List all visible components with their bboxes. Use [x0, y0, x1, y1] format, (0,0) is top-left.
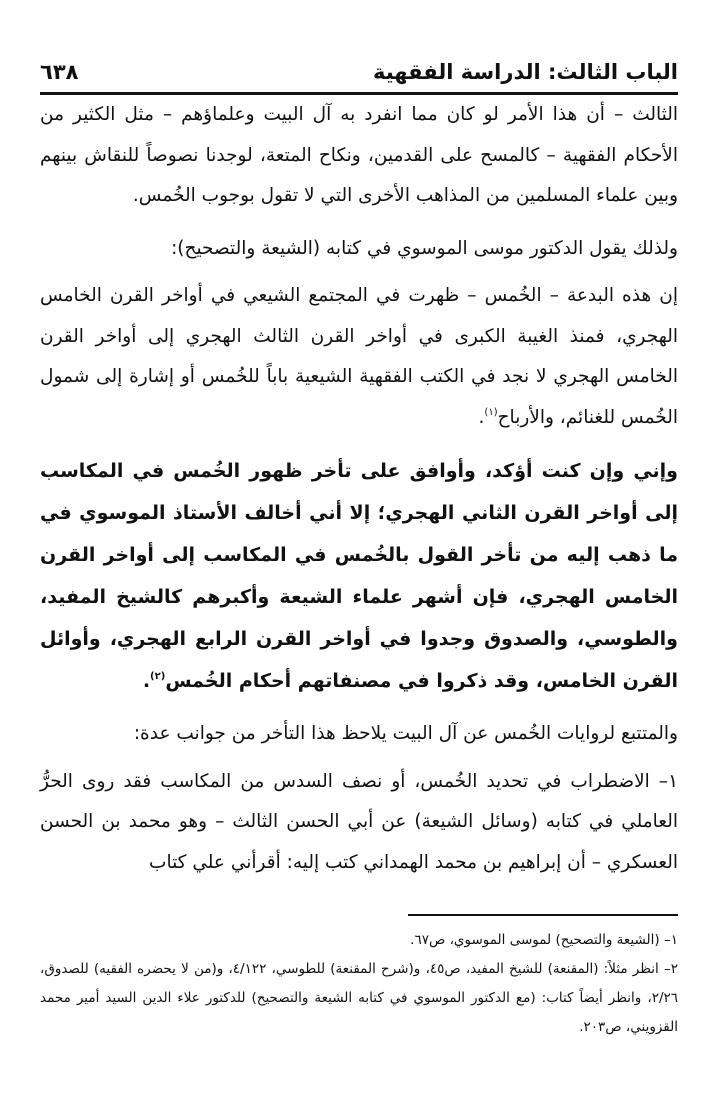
- running-header: [40, 52, 678, 95]
- quote-end: .: [478, 406, 485, 428]
- book-page: [40, 0, 678, 1097]
- paragraph-author-opinion: [40, 450, 678, 702]
- page-number: ٦٣٨: [40, 60, 79, 84]
- paragraph-quote: [40, 276, 678, 438]
- paragraph-quote-intro: ولذلك يقول الدكتور موسى الموسوي في كتابه (الشيعة والتصحيح):: [171, 237, 678, 259]
- footnotes: [40, 926, 678, 1042]
- opinion-text: وإني وإن كنت أؤكد، وأوافق على تأخر ظهور الخُمس في المكاسب إلى أواخر القرن الثاني الهجري؛ إلا أني أخالف الأستاذ الموسوي في ما ذهب إليه من تأخر القول بالخُمس في المكاسب إلى أواخر القرن الخامس الهجري، فإن أشهر علماء الشيعة وأكبرهم كالشيخ المفيد، والطوسي، والصدوق وجدوا في أواخر القرن الرابع الهجري، وأوائل القرن الخامس، وقد ذكروا في مصنفاتهم أحكام الخُمس: [40, 460, 678, 692]
- main-text: [40, 95, 678, 883]
- chapter-title: الباب الثالث: الدراسة الفقهية: [372, 60, 678, 84]
- footnote-2: ٢– انظر مثلاً: (المقنعة) للشيخ المفيد، ص٤٥، و(شرح المقنعة) للطوسي، ٤/١٢٢، و(من لا يحضره الفقيه) للصدوق، ٢/٢٦، وانظر أيضاً كتاب: (مع الدكتور الموسوي في كتابه الشيعة والتصحيح) للدكتور علاء الدين السيد أمير محمد القزويني، ص٢٠٣.: [40, 961, 678, 1035]
- paragraph-point-one: ١– الاضطراب في تحديد الخُمس، أو نصف السدس من المكاسب فقد روى الحرُّ العاملي في كتابه (وسائل الشيعة) عن أبي الحسن الثالث – وهو محمد بن الحسن العسكري – أن إبراهيم بن محمد الهمداني كتب إليه: أقرأني علي كتاب: [40, 770, 678, 873]
- quote-text: إن هذه البدعة – الخُمس – ظهرت في المجتمع الشيعي في أواخر القرن الخامس الهجري، فمنذ الغيبة الكبرى في أواخر القرن الثالث الهجري إلى أواخر القرن الخامس الهجري لا نجد في الكتب الفقهية الشيعية باباً للخُمس أو إشارة إلى شمول الخُمس للغنائم، والأرباح: [40, 285, 678, 428]
- footnote-ref-1: (١): [484, 406, 498, 418]
- footnote-ref-2: (٢): [150, 671, 166, 682]
- footnote-divider: [408, 914, 678, 916]
- paragraph-third-point: الثالث – أن هذا الأمر لو كان مما انفرد به آل البيت وعلماؤهم – مثل الكثير من الأحكام الفقهية – كالمسح على القدمين، ونكاح المتعة، لوجدنا نصوصاً للنقاش بينهم وبين علماء المسلمين من المذاهب الأخرى التي لا تقول بوجوب الخُمس.: [40, 104, 678, 206]
- footnote-1: ١– (الشيعة والتصحيح) لموسى الموسوي، ص٦٧.: [410, 932, 678, 948]
- opinion-end: .: [142, 670, 151, 692]
- paragraph-narrations-intro: والمتتبع لروايات الخُمس عن آل البيت يلاحظ هذا التأخر من جوانب عدة:: [133, 723, 678, 744]
